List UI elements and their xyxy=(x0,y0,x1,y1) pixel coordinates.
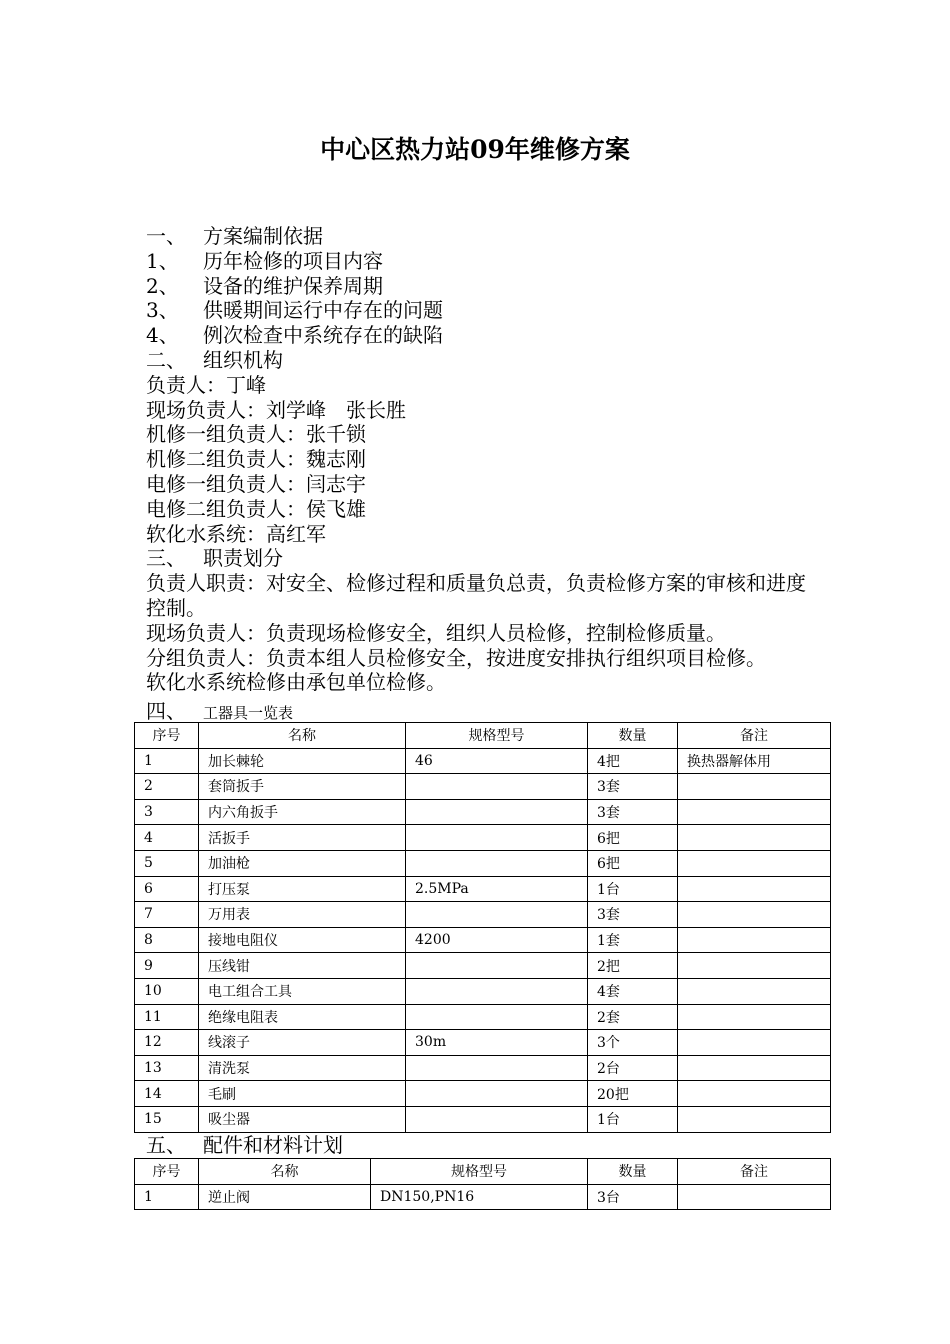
basis-number: 1、 xyxy=(146,248,179,273)
basis-text: 历年检修的项目内容 xyxy=(203,248,383,273)
table-cell xyxy=(678,1004,831,1030)
table-cell: 逆止阀 xyxy=(199,1184,371,1210)
basis-text: 供暖期间运行中存在的问题 xyxy=(203,298,443,323)
section-title: 职责划分 xyxy=(203,546,283,571)
org-line: 电修二组负责人：侯飞雄 xyxy=(146,496,366,521)
table-cell xyxy=(406,799,588,825)
table-cell: 4套 xyxy=(588,978,678,1004)
table-row xyxy=(135,1106,831,1132)
table-cell: 2台 xyxy=(588,1055,678,1081)
table-cell xyxy=(678,1106,831,1132)
table-cell: 加油枪 xyxy=(199,850,406,876)
table-cell: 1 xyxy=(135,1184,199,1210)
basis-item xyxy=(146,323,846,348)
table-cell: 吸尘器 xyxy=(199,1106,406,1132)
header-cell: 数量 xyxy=(588,1159,678,1185)
table-cell: 1 xyxy=(135,748,199,774)
table-cell xyxy=(406,850,588,876)
table-cell: 3套 xyxy=(588,774,678,800)
table-cell: 2套 xyxy=(588,1004,678,1030)
header-cell: 序号 xyxy=(135,723,199,749)
parts-table xyxy=(134,1158,831,1210)
table-cell: 14 xyxy=(135,1081,199,1107)
org-line: 现场负责人：刘学峰 张长胜 xyxy=(146,397,406,422)
table-cell: 6把 xyxy=(588,825,678,851)
section-heading-2 xyxy=(146,348,846,373)
table-cell xyxy=(678,927,831,953)
document-title: 中心区热力站09年维修方案 xyxy=(320,135,630,164)
table-cell xyxy=(678,774,831,800)
table-cell: 1台 xyxy=(588,1106,678,1132)
table-cell: 3套 xyxy=(588,902,678,928)
table-cell: 1台 xyxy=(588,876,678,902)
section-number: 一、 xyxy=(146,224,186,248)
table-header-row xyxy=(135,723,831,749)
table-header-row xyxy=(135,1159,831,1185)
table-cell: 电工组合工具 xyxy=(199,978,406,1004)
table-cell xyxy=(406,1081,588,1107)
org-line: 电修一组负责人：闫志宇 xyxy=(146,471,366,496)
table-row xyxy=(135,902,831,928)
table-cell: 线滚子 xyxy=(199,1030,406,1056)
section-number: 五、 xyxy=(146,1133,186,1157)
table-cell: 3套 xyxy=(588,799,678,825)
duty-line: 分组负责人：负责本组人员检修安全，按进度安排执行组织项目检修。 xyxy=(146,645,766,670)
basis-item xyxy=(146,249,846,274)
table-cell xyxy=(678,799,831,825)
table-cell: 46 xyxy=(406,748,588,774)
table-cell: 12 xyxy=(135,1030,199,1056)
table-cell: 3台 xyxy=(588,1184,678,1210)
header-cell: 名称 xyxy=(199,1159,371,1185)
table-cell: 13 xyxy=(135,1055,199,1081)
table-cell xyxy=(678,1184,831,1210)
org-line: 负责人：丁峰 xyxy=(146,372,266,397)
table-row xyxy=(135,1004,831,1030)
table-cell: 3个 xyxy=(588,1030,678,1056)
header-cell: 序号 xyxy=(135,1159,199,1185)
table-row xyxy=(135,799,831,825)
document-body xyxy=(146,224,846,695)
basis-text: 设备的维护保养周期 xyxy=(203,273,383,298)
duty-line: 负责人职责：对安全、检修过程和质量负总责，负责检修方案的审核和进度控制。 xyxy=(146,571,806,620)
table-cell xyxy=(678,825,831,851)
basis-item xyxy=(146,298,846,323)
table-cell: 4把 xyxy=(588,748,678,774)
table-cell xyxy=(406,1106,588,1132)
table-cell xyxy=(678,876,831,902)
org-line: 软化水系统：高红军 xyxy=(146,521,326,546)
table-cell: 绝缘电阻表 xyxy=(199,1004,406,1030)
table-row xyxy=(135,1081,831,1107)
table-cell: 压线钳 xyxy=(199,953,406,979)
section-heading-1 xyxy=(146,224,846,249)
table-cell xyxy=(406,1055,588,1081)
table-cell: 8 xyxy=(135,927,199,953)
header-cell: 数量 xyxy=(588,723,678,749)
section-number: 三、 xyxy=(146,546,186,571)
table-cell xyxy=(678,1081,831,1107)
table-cell: 3 xyxy=(135,799,199,825)
table-cell: 7 xyxy=(135,902,199,928)
duty-line: 软化水系统检修由承包单位检修。 xyxy=(146,670,446,695)
duty-line: 现场负责人：负责现场检修安全，组织人员检修，控制检修质量。 xyxy=(146,620,726,645)
table-cell: 5 xyxy=(135,850,199,876)
basis-number: 4、 xyxy=(146,323,179,348)
table-row xyxy=(135,1055,831,1081)
table-cell xyxy=(406,902,588,928)
basis-text: 例次检查中系统存在的缺陷 xyxy=(203,323,443,348)
table-cell xyxy=(406,1004,588,1030)
table-cell xyxy=(678,850,831,876)
table-cell: 11 xyxy=(135,1004,199,1030)
table-cell: 10 xyxy=(135,978,199,1004)
section-heading-3 xyxy=(146,546,846,571)
org-line: 机修一组负责人：张千锁 xyxy=(146,422,366,447)
table-cell: 加长棘轮 xyxy=(199,748,406,774)
section-number: 四、 xyxy=(146,699,186,723)
section-title: 组织机构 xyxy=(203,347,283,372)
table-row xyxy=(135,850,831,876)
table-cell xyxy=(678,978,831,1004)
header-cell: 名称 xyxy=(199,723,406,749)
table-row xyxy=(135,774,831,800)
table-cell: 2把 xyxy=(588,953,678,979)
section-title: 方案编制依据 xyxy=(203,224,323,248)
table-cell: 套筒扳手 xyxy=(199,774,406,800)
table-cell: 清洗泵 xyxy=(199,1055,406,1081)
table-cell: 4 xyxy=(135,825,199,851)
table-row xyxy=(135,748,831,774)
section-title: 配件和材料计划 xyxy=(203,1133,343,1157)
table-row xyxy=(135,876,831,902)
table-row xyxy=(135,927,831,953)
section-heading-5 xyxy=(146,1133,343,1157)
table-cell: DN150,PN16 xyxy=(371,1184,588,1210)
table-row xyxy=(135,1184,831,1210)
header-cell: 备注 xyxy=(678,1159,831,1185)
header-cell: 备注 xyxy=(678,723,831,749)
table-cell: 换热器解体用 xyxy=(678,748,831,774)
table-cell: 1套 xyxy=(588,927,678,953)
table-cell xyxy=(406,953,588,979)
table-cell: 毛刷 xyxy=(199,1081,406,1107)
basis-number: 3、 xyxy=(146,298,179,323)
table-cell: 20把 xyxy=(588,1081,678,1107)
table-row xyxy=(135,825,831,851)
table-cell: 30m xyxy=(406,1030,588,1056)
table-row xyxy=(135,978,831,1004)
table-row xyxy=(135,953,831,979)
table-cell: 15 xyxy=(135,1106,199,1132)
table-cell: 万用表 xyxy=(199,902,406,928)
table-cell: 内六角扳手 xyxy=(199,799,406,825)
table-cell xyxy=(678,902,831,928)
table-cell xyxy=(678,953,831,979)
table-cell xyxy=(406,774,588,800)
table-cell: 6 xyxy=(135,876,199,902)
table-cell xyxy=(406,825,588,851)
table-cell xyxy=(406,978,588,1004)
table-cell xyxy=(678,1030,831,1056)
table-row xyxy=(135,1030,831,1056)
table-cell xyxy=(678,1055,831,1081)
table-cell: 2.5MPa xyxy=(406,876,588,902)
table-cell: 4200 xyxy=(406,927,588,953)
header-cell: 规格型号 xyxy=(371,1159,588,1185)
table-cell: 打压泵 xyxy=(199,876,406,902)
org-line: 机修二组负责人：魏志刚 xyxy=(146,447,366,472)
section-number: 二、 xyxy=(146,347,186,372)
table-cell: 接地电阻仪 xyxy=(199,927,406,953)
section-title: 工器具一览表 xyxy=(203,704,294,722)
table-cell: 活扳手 xyxy=(199,825,406,851)
header-cell: 规格型号 xyxy=(406,723,588,749)
basis-item xyxy=(146,274,846,299)
table-cell: 6把 xyxy=(588,850,678,876)
table-cell: 9 xyxy=(135,953,199,979)
tools-table xyxy=(134,722,831,1133)
basis-number: 2、 xyxy=(146,273,179,298)
table-cell: 2 xyxy=(135,774,199,800)
